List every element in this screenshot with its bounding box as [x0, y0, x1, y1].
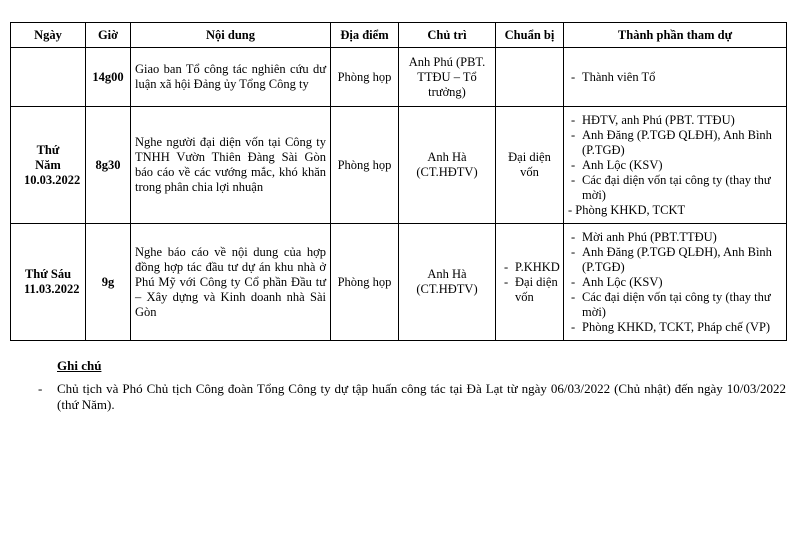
- time-cell: 8g30: [86, 107, 131, 224]
- table-row: [11, 107, 787, 224]
- participant-item: - Anh Đăng (P.TGĐ QLĐH), Anh Bình (P.TGĐ): [566, 128, 784, 158]
- prepare-cell: [496, 224, 564, 341]
- chair-cell: [399, 107, 496, 224]
- participants-cell: [564, 48, 787, 107]
- day-cell: [11, 224, 86, 341]
- header-content: Nội dung: [131, 23, 331, 48]
- location-cell: Phòng họp: [331, 107, 399, 224]
- prepare-label: Đại diện vốn: [508, 150, 551, 179]
- prepare-cell: [496, 107, 564, 224]
- participant-item: - Thành viên Tổ: [566, 70, 784, 85]
- participants-cell: [564, 224, 787, 341]
- chair-label: Anh Hà (CT.HĐTV): [416, 267, 478, 296]
- chair-cell: [399, 224, 496, 341]
- participant-item: - Phòng KHKD, TCKT, Pháp chế (VP): [566, 320, 784, 335]
- location-cell: Phòng họp: [331, 224, 399, 341]
- note-text: Chủ tịch và Phó Chủ tịch Công đoàn Tổng Công ty dự tập huấn công tác tại Đà Lạt từ ngày 06/03/2022 (Chủ nhật) đến ngày 10/03/2022 (thứ Năm).: [57, 381, 786, 412]
- header-participants: Thành phần tham dự: [564, 23, 787, 48]
- participant-item: - Phòng KHKD, TCKT: [568, 202, 686, 217]
- time-cell: 14g00: [86, 48, 131, 107]
- participant-item: - Anh Lộc (KSV): [566, 275, 784, 290]
- content-cell: Nghe người đại diện vốn tại Công ty TNHH Vườn Thiên Đàng Sài Gòn báo cáo về các vướng mắc, khó khăn trong phân chia lợi nhuận: [131, 107, 331, 224]
- prepare-cell: [496, 48, 564, 107]
- table-row: [11, 224, 787, 341]
- participant-item: - Các đại diện vốn tại công ty (thay thư mời): [566, 290, 784, 320]
- chair-label: Anh Hà (CT.HĐTV): [416, 150, 478, 179]
- content-cell: Nghe báo cáo về nội dung của hợp đồng hợp tác đầu tư dự án khu nhà ở Phú Mỹ với Công ty Cổ phần Đầu tư – Xây dựng và Kinh doanh nhà Sài Gòn: [131, 224, 331, 341]
- location-cell: Phòng họp: [331, 48, 399, 107]
- prepare-item: - P.KHKD: [499, 260, 560, 275]
- note-dash: -: [38, 381, 43, 396]
- note-title: Ghi chú: [57, 358, 102, 373]
- chair-cell: Anh Phú (PBT. TTĐU – Tổ trưởng): [399, 48, 496, 107]
- header-row: [11, 23, 787, 48]
- header-time: Giờ: [86, 23, 131, 48]
- header-day: Ngày: [11, 23, 86, 48]
- time-cell: 9g: [86, 224, 131, 341]
- participant-item: - Các đại diện vốn tại công ty (thay thư mời): [566, 173, 784, 203]
- header-prepare: Chuẩn bị: [496, 23, 564, 48]
- day-label: Thứ Năm 10.03.2022: [24, 142, 81, 187]
- participants-cell: [564, 107, 787, 224]
- header-chair: Chủ trì: [399, 23, 496, 48]
- participant-item: - HĐTV, anh Phú (PBT. TTĐU): [566, 113, 784, 128]
- header-location: Địa điểm: [331, 23, 399, 48]
- day-cell: [11, 48, 86, 107]
- content-cell: Giao ban Tổ công tác nghiên cứu dư luận xã hội Đảng ủy Tổng Công ty: [131, 48, 331, 107]
- prepare-item: - Đại diện vốn: [499, 275, 560, 305]
- day-cell: [11, 107, 86, 224]
- participant-item: - Anh Lộc (KSV): [566, 158, 784, 173]
- participant-item: - Mời anh Phú (PBT.TTĐU): [566, 230, 784, 245]
- schedule-table: [10, 22, 787, 341]
- participant-item: - Anh Đăng (P.TGĐ QLĐH), Anh Bình (P.TGĐ): [566, 245, 784, 275]
- day-label: Thứ Sáu 11.03.2022: [24, 267, 80, 296]
- table-row: [11, 48, 787, 107]
